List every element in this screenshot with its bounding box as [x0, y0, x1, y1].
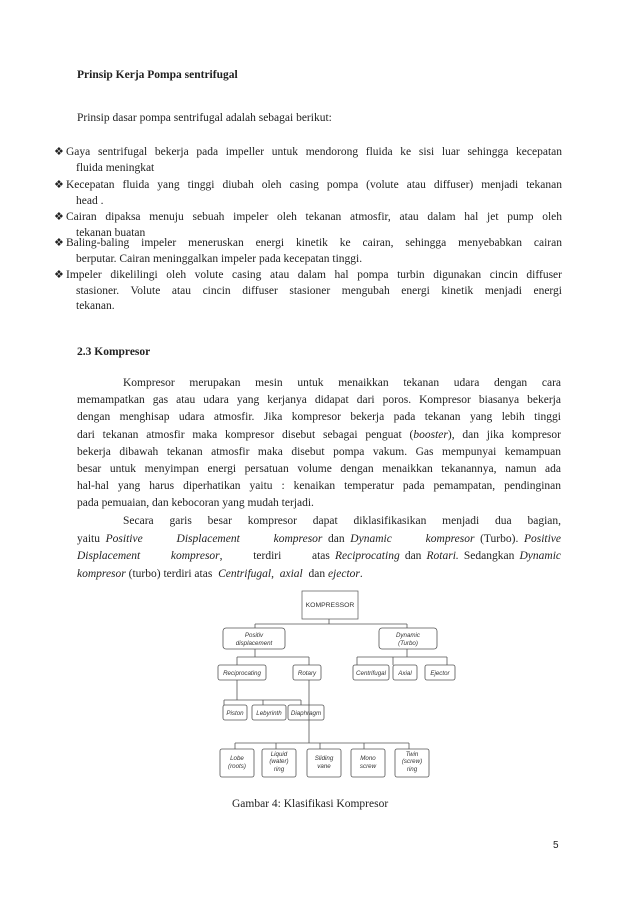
- diamond-bullet-icon: ❖: [54, 237, 64, 249]
- page-number: 5: [553, 840, 559, 851]
- list-item: ❖ Kecepatan fluida yang tinggi diubah oleh casing pompa (volute atau diffuser) menjadi tekanan head .: [54, 179, 562, 207]
- diagram-sliding-label-2: vane: [317, 763, 331, 770]
- diamond-bullet-icon: ❖: [54, 146, 64, 158]
- diagram-lobe-label: Lobe: [230, 755, 244, 762]
- diagram-twin-label-3: ring: [406, 766, 418, 773]
- intro-text: Prinsip dasar pompa sentrifugal adalah sebagai berikut:: [77, 112, 332, 124]
- diagram-centrifugal-label: Centrifugal: [356, 670, 386, 677]
- figure-caption: Gambar 4: Klasifikasi Kompresor: [232, 798, 389, 810]
- diagram-liquid-label-3: ring: [273, 766, 285, 773]
- diagram-reciprocating-label: Reciprocating: [223, 670, 261, 677]
- diagram-sliding-label: Sliding: [314, 755, 334, 762]
- diagram-dynamic-label: Dynamic: [395, 632, 421, 639]
- diagram-axial-label: Axial: [398, 670, 412, 677]
- diagram-lobe-label-2: (roots): [228, 763, 246, 770]
- list-item: ❖ Impeler dikelilingi oleh volute casing atau dalam hal pompa turbin digunakan cincin diffuser stasioner. Volute atau cincin diffuser stasioner mengubah energi kinetik menjadi energi tekanan.: [54, 269, 562, 312]
- diagram-positive-label-2: displacement: [235, 640, 273, 647]
- diagram-liquid-label-2: (water): [269, 758, 289, 765]
- paragraph-kompresor: Kompresor merupakan mesin untuk menaikkan tekanan udara dengan cara memampatkan gas atau udara yang kerjanya didapat dari poros. Kompresor biasanya bekerja dengan menghisap udara atmosfir. Jika kompresor bekerja pada tekanan yang lebih tinggi dari tekanan atmosfir maka kompresor disebut sebagai penguat (booster), dan jika kompresor bekerja dibawah tekanan atmosfir maka disebut pompa vakum. Gas mempunyai kemampuan besar untuk menyimpan energi persatuan volume dengan menaikkan tekanannya, namun ada hal-hal yang harus diperhatikan yaitu : kenaikan temperatur pada pemampatan, pendinginan pada pemuaian, dan kebocoran yang mudah terjadi.: [77, 377, 561, 510]
- diagram-root-label: KOMPRESSOR: [305, 602, 355, 609]
- compressor-classification-diagram: [215, 583, 475, 783]
- diagram-piston-label: Piston: [226, 710, 244, 717]
- diamond-bullet-icon: ❖: [54, 211, 64, 223]
- diagram-ejector-label: Ejector: [430, 670, 450, 677]
- list-item: ❖ Cairan dipaksa menuju sebuah impeler oleh tekanan atmosfir, atau dalam hal jet pump oleh tekanan buatan: [54, 211, 562, 239]
- list-item: ❖ Gaya sentrifugal bekerja pada impeller untuk mendorong fluida ke sisi luar sehingga kecepatan fluida meningkat: [54, 146, 562, 174]
- diagram-mono-label-2: screw: [359, 763, 377, 770]
- diagram-twin-label: Twin: [405, 751, 419, 758]
- diagram-mono-label: Mono: [360, 755, 376, 762]
- diamond-bullet-icon: ❖: [54, 269, 64, 281]
- diagram-positive-label: Positiv: [244, 632, 264, 639]
- paragraph-klasifikasi: Secara garis besar kompresor dapat diklasifikasikan menjadi dua bagian, yaitu Positive Displacement kompresor dan Dynamic kompresor (Turbo). Positive Displacement kompresor, terdiri atas Reciprocating dan Rotari. Sedangkan Dynamic kompresor (turbo) terdiri atas Centrifugal, axial dan ejector.: [77, 515, 562, 580]
- diagram-rotary-label: Rotary: [297, 670, 317, 677]
- diagram-liquid-label: Liquid: [270, 751, 288, 758]
- diagram-twin-label-2: (screw): [401, 758, 423, 765]
- diagram-diaphragm-label: Diaphragm: [290, 710, 322, 717]
- diagram-labyrinth-label: Lebyrinth: [256, 710, 282, 717]
- diamond-bullet-icon: ❖: [54, 179, 64, 191]
- section-title: Prinsip Kerja Pompa sentrifugal: [77, 69, 238, 81]
- heading-kompresor: 2.3 Kompresor: [77, 346, 151, 358]
- list-item: ❖ Baling-baling impeler meneruskan energi kinetik ke cairan, sehingga menyebabkan cairan berputar. Cairan meninggalkan impeler pada kecepatan tinggi.: [54, 237, 562, 265]
- diagram-dynamic-label-2: (Turbo): [398, 640, 418, 647]
